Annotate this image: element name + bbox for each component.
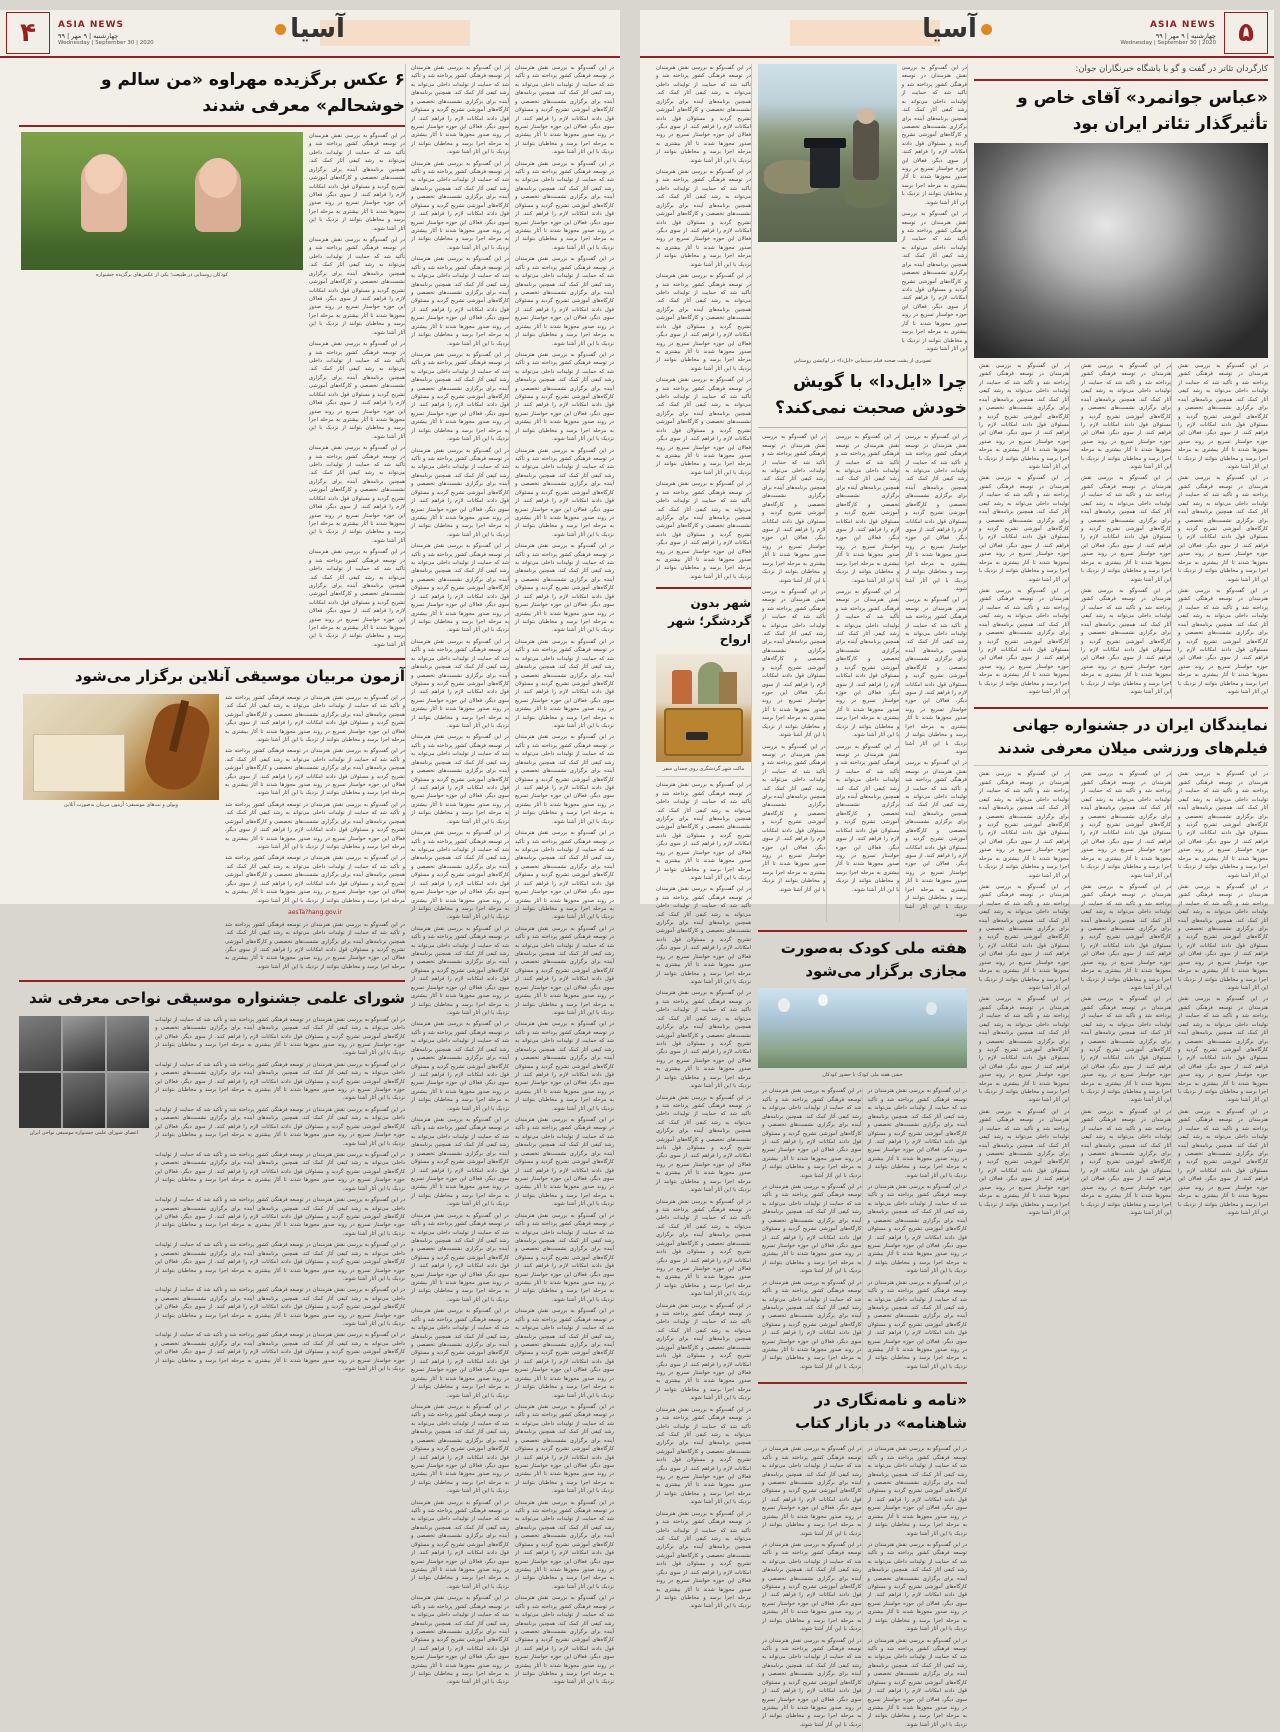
council-photo-caption: اعضای شورای علمی جشنواره موسیقی نواحی ایران [29, 1129, 139, 1136]
dateline-fa-right: چهارشنبه | ۹ مهر | ۹۹ [58, 32, 119, 40]
masthead-stripe-left [790, 20, 940, 46]
folio-number-right: ۴ [6, 12, 50, 54]
column-interview [968, 64, 1268, 1216]
masthead-right [0, 10, 620, 58]
masthead-brandblock-right [50, 20, 162, 46]
column-film [752, 64, 968, 1728]
logo-dot-icon-right [275, 24, 286, 35]
film-text-col-1: در این گفت‌وگو به بررسی نقش هنرمندان در توسعه فرهنگی کشور پرداخته شد و تأکید شد که حمایت از تولیدات داخلی می‌تواند به رشد کیفی آثار کمک کند. همچنین برنامه‌های آینده برای برگزاری نشست‌های تخصصی و کارگاه‌های آموزشی تشریح گردید و مسئولان قول دادند امکانات لازم را فراهم کنند. از سوی دیگر، فعالان این حوزه خواستار تسریع در روند صدور مجوزها شدند تا آثار بیشتری به مرحله اجرا برسد و مخاطبان بتوانند از نزدیک با این آثار آشنا شوند. در این گفت‌وگو به بررسی نقش هنرمندان در توسعه فرهنگی کشور پرداخته شد و تأکید شد که حمایت از تولیدات داخلی می‌تواند به رشد کیفی آثار کمک کند. همچنین برنامه‌های آینده برای برگزاری نشست‌های تخصصی و کارگاه‌های آموزشی تشریح گردید و مسئولان قول دادند امکانات لازم را فراهم کنند. از سوی دیگر، فعالان این حوزه خواستار تسریع در روند صدور مجوزها شدند تا آثار بیشتری به مرحله اجرا برسد و مخاطبان بتوانند از نزدیک با این آثار آشنا شوند. در این گفت‌وگو به بررسی نقش هنرمندان در توسعه فرهنگی کشور پرداخته شد و تأکید شد که حمایت از تولیدات داخلی می‌تواند به رشد کیفی آثار کمک کند. همچنین برنامه‌های آینده برای برگزاری نشست‌های تخصصی و کارگاه‌های آموزشی تشریح گردید و مسئولان قول دادند امکانات لازم را فراهم کنند. از سوی دیگر، فعالان این حوزه خواستار تسریع در روند صدور مجوزها شدند تا آثار بیشتری به مرحله اجرا برسد و مخاطبان بتوانند از نزدیک با این آثار آشنا شوند. [905, 434, 967, 918]
mehraveh-headline: ۶ عکس برگزیده مهراوه «من سالم و خوشحالم» معرفی شدند [100, 70, 405, 116]
brand-name-left: ASIA NEWS [1150, 20, 1216, 30]
portrait-photo [974, 143, 1268, 358]
column-right-main [14, 64, 406, 1373]
film-text-col-2: در این گفت‌وگو به بررسی نقش هنرمندان در توسعه فرهنگی کشور پرداخته شد و تأکید شد که حمایت از تولیدات داخلی می‌تواند به رشد کیفی آثار کمک کند. همچنین برنامه‌های آینده برای برگزاری نشست‌های تخصصی و کارگاه‌های آموزشی تشریح گردید و مسئولان قول دادند امکانات لازم را فراهم کنند. از سوی دیگر، فعالان این حوزه خواستار تسریع در روند صدور مجوزها شدند تا آثار بیشتری به مرحله اجرا برسد و مخاطبان بتوانند از نزدیک با این آثار آشنا شوند. در این گفت‌وگو به بررسی نقش هنرمندان در توسعه فرهنگی کشور پرداخته شد و تأکید شد که حمایت از تولیدات داخلی می‌تواند به رشد کیفی آثار کمک کند. همچنین برنامه‌های آینده برای برگزاری نشست‌های تخصصی و کارگاه‌های آموزشی تشریح گردید و مسئولان قول دادند امکانات لازم را فراهم کنند. از سوی دیگر، فعالان این حوزه خواستار تسریع در روند صدور مجوزها شدند تا آثار بیشتری به مرحله اجرا برسد و مخاطبان بتوانند از نزدیک با این آثار آشنا شوند. در این گفت‌وگو به بررسی نقش هنرمندان در توسعه فرهنگی کشور پرداخته شد و تأکید شد که حمایت از تولیدات داخلی می‌تواند به رشد کیفی آثار کمک کند. همچنین برنامه‌های آینده برای برگزاری نشست‌های تخصصی و کارگاه‌های آموزشی تشریح گردید و مسئولان قول دادند امکانات لازم را فراهم کنند. از سوی دیگر، فعالان این حوزه خواستار تسریع در روند صدور مجوزها شدند تا آثار بیشتری به مرحله اجرا برسد و مخاطبان بتوانند از نزدیک با این آثار آشنا شوند. [832, 433, 901, 922]
ghost-city-caption: ماکت شهر گردشگری روی چمدان سفر [662, 766, 745, 773]
ghost-city-headline: شهر بدون گردشگر؛ شهر ارواح [667, 596, 751, 647]
interview-headline: «عباس جوانمرد» آقای خاص و تأثیرگذار تئاتر ایران بود [1017, 88, 1268, 134]
violin-photo [23, 694, 219, 800]
ghost-city-text: در این گفت‌وگو به بررسی نقش هنرمندان در توسعه فرهنگی کشور پرداخته شد و تأکید شد که حمایت از تولیدات داخلی می‌تواند به رشد کیفی آثار کمک کند. همچنین برنامه‌های آینده برای برگزاری نشست‌های تخصصی و کارگاه‌های آموزشی تشریح گردید و مسئولان قول دادند امکانات لازم را فراهم کنند. از سوی دیگر، فعالان این حوزه خواستار تسریع در روند صدور مجوزها شدند تا آثار بیشتری به مرحله اجرا برسد و مخاطبان بتوانند از نزدیک با این آثار آشنا شوند. در این گفت‌وگو به بررسی نقش هنرمندان در توسعه فرهنگی کشور پرداخته شد و تأکید شد که حمایت از تولیدات داخلی می‌تواند به رشد کیفی آثار کمک کند. همچنین برنامه‌های آینده برای برگزاری نشست‌های تخصصی و کارگاه‌های آموزشی تشریح گردید و مسئولان قول دادند امکانات لازم را فراهم کنند. از سوی دیگر، فعالان این حوزه خواستار تسریع در روند صدور مجوزها شدند تا آثار بیشتری به مرحله اجرا برسد و مخاطبان بتوانند از نزدیک با این آثار آشنا شوند. در این گفت‌وگو به بررسی نقش هنرمندان در توسعه فرهنگی کشور پرداخته شد و تأکید شد که حمایت از تولیدات داخلی می‌تواند به رشد کیفی آثار کمک کند. همچنین برنامه‌های آینده برای برگزاری نشست‌های تخصصی و کارگاه‌های آموزشی تشریح گردید و مسئولان قول دادند امکانات لازم را فراهم کنند. از سوی دیگر، فعالان این حوزه خواستار تسریع در روند صدور مجوزها شدند تا آثار بیشتری به مرحله اجرا برسد و مخاطبان بتوانند از نزدیک با این آثار آشنا شوند. در این گفت‌وگو به بررسی نقش هنرمندان در توسعه فرهنگی کشور پرداخته شد و تأکید شد که حمایت از تولیدات داخلی می‌تواند به رشد کیفی آثار کمک کند. همچنین برنامه‌های آینده برای برگزاری نشست‌های تخصصی و کارگاه‌های آموزشی تشریح گردید و مسئولان قول دادند امکانات لازم را فراهم کنند. از سوی دیگر، فعالان این حوزه خواستار تسریع در روند صدور مجوزها شدند تا آثار بیشتری به مرحله اجرا برسد و مخاطبان بتوانند از نزدیک با این آثار آشنا شوند. در این گفت‌وگو به بررسی نقش هنرمندان در توسعه فرهنگی کشور پرداخته شد و تأکید شد که حمایت از تولیدات داخلی می‌تواند به رشد کیفی آثار کمک کند. همچنین برنامه‌های آینده برای برگزاری نشست‌های تخصصی و کارگاه‌های آموزشی تشریح گردید و مسئولان قول دادند امکانات لازم را فراهم کنند. از سوی دیگر، فعالان این حوزه خواستار تسریع در روند صدور مجوزها شدند تا آثار بیشتری به مرحله اجرا برسد و مخاطبان بتوانند از نزدیک با این آثار آشنا شوند. در این گفت‌وگو به بررسی نقش هنرمندان در توسعه فرهنگی کشور پرداخته شد و تأکید شد که حمایت از تولیدات داخلی می‌تواند به رشد کیفی آثار کمک کند. همچنین برنامه‌های آینده برای برگزاری نشست‌های تخصصی و کارگاه‌های آموزشی تشریح گردید و مسئولان قول دادند امکانات لازم را فراهم کنند. از سوی دیگر، فعالان این حوزه خواستار تسریع در روند صدور مجوزها شدند تا آثار بیشتری به مرحله اجرا برسد و مخاطبان بتوانند از نزدیک با این آثار آشنا شوند. در این گفت‌وگو به بررسی نقش هنرمندان در توسعه فرهنگی کشور پرداخته شد و تأکید شد که حمایت از تولیدات داخلی می‌تواند به رشد کیفی آثار کمک کند. همچنین برنامه‌های آینده برای برگزاری نشست‌های تخصصی و کارگاه‌های آموزشی تشریح گردید و مسئولان قول دادند امکانات لازم را فراهم کنند. از سوی دیگر، فعالان این حوزه خواستار تسریع در روند صدور مجوزها شدند تا آثار بیشتری به مرحله اجرا برسد و مخاطبان بتوانند از نزدیک با این آثار آشنا شوند. در این گفت‌وگو به بررسی نقش هنرمندان در توسعه فرهنگی کشور پرداخته شد و تأکید شد که حمایت از تولیدات داخلی می‌تواند به رشد کیفی آثار کمک کند. همچنین برنامه‌های آینده برای برگزاری نشست‌های تخصصی و کارگاه‌های آموزشی تشریح گردید و مسئولان قول دادند امکانات لازم را فراهم کنند. از سوی دیگر، فعالان این حوزه خواستار تسریع در روند صدور مجوزها شدند تا آثار بیشتری به مرحله اجرا برسد و مخاطبان بتوانند از نزدیک با این آثار آشنا شوند. [656, 782, 751, 1610]
child-week-text-2: در این گفت‌وگو به بررسی نقش هنرمندان در توسعه فرهنگی کشور پرداخته شد و تأکید شد که حمایت از تولیدات داخلی می‌تواند به رشد کیفی آثار کمک کند. همچنین برنامه‌های آینده برای برگزاری نشست‌های تخصصی و کارگاه‌های آموزشی تشریح گردید و مسئولان قول دادند امکانات لازم را فراهم کنند. از سوی دیگر، فعالان این حوزه خواستار تسریع در روند صدور مجوزها شدند تا آثار بیشتری به مرحله اجرا برسد و مخاطبان بتوانند از نزدیک با این آثار آشنا شوند. در این گفت‌وگو به بررسی نقش هنرمندان در توسعه فرهنگی کشور پرداخته شد و تأکید شد که حمایت از تولیدات داخلی می‌تواند به رشد کیفی آثار کمک کند. همچنین برنامه‌های آینده برای برگزاری نشست‌های تخصصی و کارگاه‌های آموزشی تشریح گردید و مسئولان قول دادند امکانات لازم را فراهم کنند. از سوی دیگر، فعالان این حوزه خواستار تسریع در روند صدور مجوزها شدند تا آثار بیشتری به مرحله اجرا برسد و مخاطبان بتوانند از نزدیک با این آثار آشنا شوند. در این گفت‌وگو به بررسی نقش هنرمندان در توسعه فرهنگی کشور پرداخته شد و تأکید شد که حمایت از تولیدات داخلی می‌تواند به رشد کیفی آثار کمک کند. همچنین برنامه‌های آینده برای برگزاری نشست‌های تخصصی و کارگاه‌های آموزشی تشریح گردید و مسئولان قول دادند امکانات لازم را فراهم کنند. از سوی دیگر، فعالان این حوزه خواستار تسریع در روند صدور مجوزها شدند تا آثار بیشتری به مرحله اجرا برسد و مخاطبان بتوانند از نزدیک با این آثار آشنا شوند. [758, 1087, 863, 1374]
column-left-edge [652, 64, 752, 1610]
milan-text-col-2: در این گفت‌وگو به بررسی نقش هنرمندان در توسعه فرهنگی کشور پرداخته شد و تأکید شد که حمایت از تولیدات داخلی می‌تواند به رشد کیفی آثار کمک کند. همچنین برنامه‌های آینده برای برگزاری نشست‌های تخصصی و کارگاه‌های آموزشی تشریح گردید و مسئولان قول دادند امکانات لازم را فراهم کنند. از سوی دیگر، فعالان این حوزه خواستار تسریع در روند صدور مجوزها شدند تا آثار بیشتری به مرحله اجرا برسد و مخاطبان بتوانند از نزدیک با این آثار آشنا شوند. در این گفت‌وگو به بررسی نقش هنرمندان در توسعه فرهنگی کشور پرداخته شد و تأکید شد که حمایت از تولیدات داخلی می‌تواند به رشد کیفی آثار کمک کند. همچنین برنامه‌های آینده برای برگزاری نشست‌های تخصصی و کارگاه‌های آموزشی تشریح گردید و مسئولان قول دادند امکانات لازم را فراهم کنند. از سوی دیگر، فعالان این حوزه خواستار تسریع در روند صدور مجوزها شدند تا آثار بیشتری به مرحله اجرا برسد و مخاطبان بتوانند از نزدیک با این آثار آشنا شوند. در این گفت‌وگو به بررسی نقش هنرمندان در توسعه فرهنگی کشور پرداخته شد و تأکید شد که حمایت از تولیدات داخلی می‌تواند به رشد کیفی آثار کمک کند. همچنین برنامه‌های آینده برای برگزاری نشست‌های تخصصی و کارگاه‌های آموزشی تشریح گردید و مسئولان قول دادند امکانات لازم را فراهم کنند. از سوی دیگر، فعالان این حوزه خواستار تسریع در روند صدور مجوزها شدند تا آثار بیشتری به مرحله اجرا برسد و مخاطبان بتوانند از نزدیک با این آثار آشنا شوند. در این گفت‌وگو به بررسی نقش هنرمندان در توسعه فرهنگی کشور پرداخته شد و تأکید شد که حمایت از تولیدات داخلی می‌تواند به رشد کیفی آثار کمک کند. همچنین برنامه‌های آینده برای برگزاری نشست‌های تخصصی و کارگاه‌های آموزشی تشریح گردید و مسئولان قول دادند امکانات لازم را فراهم کنند. از سوی دیگر، فعالان این حوزه خواستار تسریع در روند صدور مجوزها شدند تا آثار بیشتری به مرحله اجرا برسد و مخاطبان بتوانند از نزدیک با این آثار آشنا شوند. [1076, 770, 1172, 1220]
mehraveh-text-col-1: در این گفت‌وگو به بررسی نقش هنرمندان در توسعه فرهنگی کشور پرداخته شد و تأکید شد که حمایت از تولیدات داخلی می‌تواند به رشد کیفی آثار کمک کند. همچنین برنامه‌های آینده برای برگزاری نشست‌های تخصصی و کارگاه‌های آموزشی تشریح گردید و مسئولان قول دادند امکانات لازم را فراهم کنند. از سوی دیگر، فعالان این حوزه خواستار تسریع در روند صدور مجوزها شدند تا آثار بیشتری به مرحله اجرا برسد و مخاطبان بتوانند از نزدیک با این آثار آشنا شوند. در این گفت‌وگو به بررسی نقش هنرمندان در توسعه فرهنگی کشور پرداخته شد و تأکید شد که حمایت از تولیدات داخلی می‌تواند به رشد کیفی آثار کمک کند. همچنین برنامه‌های آینده برای برگزاری نشست‌های تخصصی و کارگاه‌های آموزشی تشریح گردید و مسئولان قول دادند امکانات لازم را فراهم کنند. از سوی دیگر، فعالان این حوزه خواستار تسریع در روند صدور مجوزها شدند تا آثار بیشتری به مرحله اجرا برسد و مخاطبان بتوانند از نزدیک با این آثار آشنا شوند. در این گفت‌وگو به بررسی نقش هنرمندان در توسعه فرهنگی کشور پرداخته شد و تأکید شد که حمایت از تولیدات داخلی می‌تواند به رشد کیفی آثار کمک کند. همچنین برنامه‌های آینده برای برگزاری نشست‌های تخصصی و کارگاه‌های آموزشی تشریح گردید و مسئولان قول دادند امکانات لازم را فراهم کنند. از سوی دیگر، فعالان این حوزه خواستار تسریع در روند صدور مجوزها شدند تا آثار بیشتری به مرحله اجرا برسد و مخاطبان بتوانند از نزدیک با این آثار آشنا شوند. در این گفت‌وگو به بررسی نقش هنرمندان در توسعه فرهنگی کشور پرداخته شد و تأکید شد که حمایت از تولیدات داخلی می‌تواند به رشد کیفی آثار کمک کند. همچنین برنامه‌های آینده برای برگزاری نشست‌های تخصصی و کارگاه‌های آموزشی تشریح گردید و مسئولان قول دادند امکانات لازم را فراهم کنند. از سوی دیگر، فعالان این حوزه خواستار تسریع در روند صدور مجوزها شدند تا آثار بیشتری به مرحله اجرا برسد و مخاطبان بتوانند از نزدیک با این آثار آشنا شوند. در این گفت‌وگو به بررسی نقش هنرمندان در توسعه فرهنگی کشور پرداخته شد و تأکید شد که حمایت از تولیدات داخلی می‌تواند به رشد کیفی آثار کمک کند. همچنین برنامه‌های آینده برای برگزاری نشست‌های تخصصی و کارگاه‌های آموزشی تشریح گردید و مسئولان قول دادند امکانات لازم را فراهم کنند. از سوی دیگر، فعالان این حوزه خواستار تسریع در روند صدور مجوزها شدند تا آثار بیشتری به مرحله اجرا برسد و مخاطبان بتوانند از نزدیک با این آثار آشنا شوند. [309, 133, 405, 648]
masthead-brandblock-left [1112, 20, 1224, 46]
brand-name-right: ASIA NEWS [58, 20, 124, 30]
book-text-2: در این گفت‌وگو به بررسی نقش هنرمندان در توسعه فرهنگی کشور پرداخته شد و تأکید شد که حمایت از تولیدات داخلی می‌تواند به رشد کیفی آثار کمک کند. همچنین برنامه‌های آینده برای برگزاری نشست‌های تخصصی و کارگاه‌های آموزشی تشریح گردید و مسئولان قول دادند امکانات لازم را فراهم کنند. از سوی دیگر، فعالان این حوزه خواستار تسریع در روند صدور مجوزها شدند تا آثار بیشتری به مرحله اجرا برسد و مخاطبان بتوانند از نزدیک با این آثار آشنا شوند. در این گفت‌وگو به بررسی نقش هنرمندان در توسعه فرهنگی کشور پرداخته شد و تأکید شد که حمایت از تولیدات داخلی می‌تواند به رشد کیفی آثار کمک کند. همچنین برنامه‌های آینده برای برگزاری نشست‌های تخصصی و کارگاه‌های آموزشی تشریح گردید و مسئولان قول دادند امکانات لازم را فراهم کنند. از سوی دیگر، فعالان این حوزه خواستار تسریع در روند صدور مجوزها شدند تا آثار بیشتری به مرحله اجرا برسد و مخاطبان بتوانند از نزدیک با این آثار آشنا شوند. در این گفت‌وگو به بررسی نقش هنرمندان در توسعه فرهنگی کشور پرداخته شد و تأکید شد که حمایت از تولیدات داخلی می‌تواند به رشد کیفی آثار کمک کند. همچنین برنامه‌های آینده برای برگزاری نشست‌های تخصصی و کارگاه‌های آموزشی تشریح گردید و مسئولان قول دادند امکانات لازم را فراهم کنند. از سوی دیگر، فعالان این حوزه خواستار تسریع در روند صدور مجوزها شدند تا آثار بیشتری به مرحله اجرا برسد و مخاطبان بتوانند از نزدیک با این آثار آشنا شوند. [758, 1445, 863, 1732]
film-photo [758, 64, 897, 242]
masthead-left [640, 10, 1274, 58]
film-side-text-1: در این گفت‌وگو به بررسی نقش هنرمندان در توسعه فرهنگی کشور پرداخته شد و تأکید شد که حمایت از تولیدات داخلی می‌تواند به رشد کیفی آثار کمک کند. همچنین برنامه‌های آینده برای برگزاری نشست‌های تخصصی و کارگاه‌های آموزشی تشریح گردید و مسئولان قول دادند امکانات لازم را فراهم کنند. از سوی دیگر، فعالان این حوزه خواستار تسریع در روند صدور مجوزها شدند تا آثار بیشتری به مرحله اجرا برسد و مخاطبان بتوانند از نزدیک با این آثار آشنا شوند. در این گفت‌وگو به بررسی نقش هنرمندان در توسعه فرهنگی کشور پرداخته شد و تأکید شد که حمایت از تولیدات داخلی می‌تواند به رشد کیفی آثار کمک کند. همچنین برنامه‌های آینده برای برگزاری نشست‌های تخصصی و کارگاه‌های آموزشی تشریح گردید و مسئولان قول دادند امکانات لازم را فراهم کنند. از سوی دیگر، فعالان این حوزه خواستار تسریع در روند صدور مجوزها شدند تا آثار بیشتری به مرحله اجرا برسد و مخاطبان بتوانند از نزدیک با این آثار آشنا شوند. [901, 65, 967, 352]
child-week-headline: هفته ملی کودک به‌صورت مجازی برگزار می‌شود [780, 939, 967, 980]
council-portraits-photo [19, 1016, 149, 1128]
right-edge-text: در این گفت‌وگو به بررسی نقش هنرمندان در توسعه فرهنگی کشور پرداخته شد و تأکید شد که حمایت از تولیدات داخلی می‌تواند به رشد کیفی آثار کمک کند. همچنین برنامه‌های آینده برای برگزاری نشست‌های تخصصی و کارگاه‌های آموزشی تشریح گردید و مسئولان قول دادند امکانات لازم را فراهم کنند. از سوی دیگر، فعالان این حوزه خواستار تسریع در روند صدور مجوزها شدند تا آثار بیشتری به مرحله اجرا برسد و مخاطبان بتوانند از نزدیک با این آثار آشنا شوند. در این گفت‌وگو به بررسی نقش هنرمندان در توسعه فرهنگی کشور پرداخته شد و تأکید شد که حمایت از تولیدات داخلی می‌تواند به رشد کیفی آثار کمک کند. همچنین برنامه‌های آینده برای برگزاری نشست‌های تخصصی و کارگاه‌های آموزشی تشریح گردید و مسئولان قول دادند امکانات لازم را فراهم کنند. از سوی دیگر، فعالان این حوزه خواستار تسریع در روند صدور مجوزها شدند تا آثار بیشتری به مرحله اجرا برسد و مخاطبان بتوانند از نزدیک با این آثار آشنا شوند. در این گفت‌وگو به بررسی نقش هنرمندان در توسعه فرهنگی کشور پرداخته شد و تأکید شد که حمایت از تولیدات داخلی می‌تواند به رشد کیفی آثار کمک کند. همچنین برنامه‌های آینده برای برگزاری نشست‌های تخصصی و کارگاه‌های آموزشی تشریح گردید و مسئولان قول دادند امکانات لازم را فراهم کنند. از سوی دیگر، فعالان این حوزه خواستار تسریع در روند صدور مجوزها شدند تا آثار بیشتری به مرحله اجرا برسد و مخاطبان بتوانند از نزدیک با این آثار آشنا شوند. در این گفت‌وگو به بررسی نقش هنرمندان در توسعه فرهنگی کشور پرداخته شد و تأکید شد که حمایت از تولیدات داخلی می‌تواند به رشد کیفی آثار کمک کند. همچنین برنامه‌های آینده برای برگزاری نشست‌های تخصصی و کارگاه‌های آموزشی تشریح گردید و مسئولان قول دادند امکانات لازم را فراهم کنند. از سوی دیگر، فعالان این حوزه خواستار تسریع در روند صدور مجوزها شدند تا آثار بیشتری به مرحله اجرا برسد و مخاطبان بتوانند از نزدیک با این آثار آشنا شوند. در این گفت‌وگو به بررسی نقش هنرمندان در توسعه فرهنگی کشور پرداخته شد و تأکید شد که حمایت از تولیدات داخلی می‌تواند به رشد کیفی آثار کمک کند. همچنین برنامه‌های آینده برای برگزاری نشست‌های تخصصی و کارگاه‌های آموزشی تشریح گردید و مسئولان قول دادند امکانات لازم را فراهم کنند. از سوی دیگر، فعالان این حوزه خواستار تسریع در روند صدور مجوزها شدند تا آثار بیشتری به مرحله اجرا برسد و مخاطبان بتوانند از نزدیک با این آثار آشنا شوند. در این گفت‌وگو به بررسی نقش هنرمندان در توسعه فرهنگی کشور پرداخته شد و تأکید شد که حمایت از تولیدات داخلی می‌تواند به رشد کیفی آثار کمک کند. همچنین برنامه‌های آینده برای برگزاری نشست‌های تخصصی و کارگاه‌های آموزشی تشریح گردید و مسئولان قول دادند امکانات لازم را فراهم کنند. از سوی دیگر، فعالان این حوزه خواستار تسریع در روند صدور مجوزها شدند تا آثار بیشتری به مرحله اجرا برسد و مخاطبان بتوانند از نزدیک با این آثار آشنا شوند. در این گفت‌وگو به بررسی نقش هنرمندان در توسعه فرهنگی کشور پرداخته شد و تأکید شد که حمایت از تولیدات داخلی می‌تواند به رشد کیفی آثار کمک کند. همچنین برنامه‌های آینده برای برگزاری نشست‌های تخصصی و کارگاه‌های آموزشی تشریح گردید و مسئولان قول دادند امکانات لازم را فراهم کنند. از سوی دیگر، فعالان این حوزه خواستار تسریع در روند صدور مجوزها شدند تا آثار بیشتری به مرحله اجرا برسد و مخاطبان بتوانند از نزدیک با این آثار آشنا شوند. در این گفت‌وگو به بررسی نقش هنرمندان در توسعه فرهنگی کشور پرداخته شد و تأکید شد که حمایت از تولیدات داخلی می‌تواند به رشد کیفی آثار کمک کند. همچنین برنامه‌های آینده برای برگزاری نشست‌های تخصصی و کارگاه‌های آموزشی تشریح گردید و مسئولان قول دادند امکانات لازم را فراهم کنند. از سوی دیگر، فعالان این حوزه خواستار تسریع در روند صدور مجوزها شدند تا آثار بیشتری به مرحله اجرا برسد و مخاطبان بتوانند از نزدیک با این آثار آشنا شوند. در این گفت‌وگو به بررسی نقش هنرمندان در توسعه فرهنگی کشور پرداخته شد و تأکید شد که حمایت از تولیدات داخلی می‌تواند به رشد کیفی آثار کمک کند. همچنین برنامه‌های آینده برای برگزاری نشست‌های تخصصی و کارگاه‌های آموزشی تشریح گردید و مسئولان قول دادند امکانات لازم را فراهم کنند. از سوی دیگر، فعالان این حوزه خواستار تسریع در روند صدور مجوزها شدند تا آثار بیشتری به مرحله اجرا برسد و مخاطبان بتوانند از نزدیک با این آثار آشنا شوند. در این گفت‌وگو به بررسی نقش هنرمندان در توسعه فرهنگی کشور پرداخته شد و تأکید شد که حمایت از تولیدات داخلی می‌تواند به رشد کیفی آثار کمک کند. همچنین برنامه‌های آینده برای برگزاری نشست‌های تخصصی و کارگاه‌های آموزشی تشریح گردید و مسئولان قول دادند امکانات لازم را فراهم کنند. از سوی دیگر، فعالان این حوزه خواستار تسریع در روند صدور مجوزها شدند تا آثار بیشتری به مرحله اجرا برسد و مخاطبان بتوانند از نزدیک با این آثار آشنا شوند. در این گفت‌وگو به بررسی نقش هنرمندان در توسعه فرهنگی کشور پرداخته شد و تأکید شد که حمایت از تولیدات داخلی می‌تواند به رشد کیفی آثار کمک کند. همچنین برنامه‌های آینده برای برگزاری نشست‌های تخصصی و کارگاه‌های آموزشی تشریح گردید و مسئولان قول دادند امکانات لازم را فراهم کنند. از سوی دیگر، فعالان این حوزه خواستار تسریع در روند صدور مجوزها شدند تا آثار بیشتری به مرحله اجرا برسد و مخاطبان بتوانند از نزدیک با این آثار آشنا شوند. در این گفت‌وگو به بررسی نقش هنرمندان در توسعه فرهنگی کشور پرداخته شد و تأکید شد که حمایت از تولیدات داخلی می‌تواند به رشد کیفی آثار کمک کند. همچنین برنامه‌های آینده برای برگزاری نشست‌های تخصصی و کارگاه‌های آموزشی تشریح گردید و مسئولان قول دادند امکانات لازم را فراهم کنند. از سوی دیگر، فعالان این حوزه خواستار تسریع در روند صدور مجوزها شدند تا آثار بیشتری به مرحله اجرا برسد و مخاطبان بتوانند از نزدیک با این آثار آشنا شوند. در این گفت‌وگو به بررسی نقش هنرمندان در توسعه فرهنگی کشور پرداخته شد و تأکید شد که حمایت از تولیدات داخلی می‌تواند به رشد کیفی آثار کمک کند. همچنین برنامه‌های آینده برای برگزاری نشست‌های تخصصی و کارگاه‌های آموزشی تشریح گردید و مسئولان قول دادند امکانات لازم را فراهم کنند. از سوی دیگر، فعالان این حوزه خواستار تسریع در روند صدور مجوزها شدند تا آثار بیشتری به مرحله اجرا برسد و مخاطبان بتوانند از نزدیک با این آثار آشنا شوند. در این گفت‌وگو به بررسی نقش هنرمندان در توسعه فرهنگی کشور پرداخته شد و تأکید شد که حمایت از تولیدات داخلی می‌تواند به رشد کیفی آثار کمک کند. همچنین برنامه‌های آینده برای برگزاری نشست‌های تخصصی و کارگاه‌های آموزشی تشریح گردید و مسئولان قول دادند امکانات لازم را فراهم کنند. از سوی دیگر، فعالان این حوزه خواستار تسریع در روند صدور مجوزها شدند تا آثار بیشتری به مرحله اجرا برسد و مخاطبان بتوانند از نزدیک با این آثار آشنا شوند. در این گفت‌وگو به بررسی نقش هنرمندان در توسعه فرهنگی کشور پرداخته شد و تأکید شد که حمایت از تولیدات داخلی می‌تواند به رشد کیفی آثار کمک کند. همچنین برنامه‌های آینده برای برگزاری نشست‌های تخصصی و کارگاه‌های آموزشی تشریح گردید و مسئولان قول دادند امکانات لازم را فراهم کنند. از سوی دیگر، فعالان این حوزه خواستار تسریع در روند صدور مجوزها شدند تا آثار بیشتری به مرحله اجرا برسد و مخاطبان بتوانند از نزدیک با این آثار آشنا شوند. در این گفت‌وگو به بررسی نقش هنرمندان در توسعه فرهنگی کشور پرداخته شد و تأکید شد که حمایت از تولیدات داخلی می‌تواند به رشد کیفی آثار کمک کند. همچنین برنامه‌های آینده برای برگزاری نشست‌های تخصصی و کارگاه‌های آموزشی تشریح گردید و مسئولان قول دادند امکانات لازم را فراهم کنند. از سوی دیگر، فعالان این حوزه خواستار تسریع در روند صدور مجوزها شدند تا آثار بیشتری به مرحله اجرا برسد و مخاطبان بتوانند از نزدیک با این آثار آشنا شوند. در این گفت‌وگو به بررسی نقش هنرمندان در توسعه فرهنگی کشور پرداخته شد و تأکید شد که حمایت از تولیدات داخلی می‌تواند به رشد کیفی آثار کمک کند. همچنین برنامه‌های آینده برای برگزاری نشست‌های تخصصی و کارگاه‌های آموزشی تشریح گردید و مسئولان قول دادند امکانات لازم را فراهم کنند. از سوی دیگر، فعالان این حوزه خواستار تسریع در روند صدور مجوزها شدند تا آثار بیشتری به مرحله اجرا برسد و مخاطبان بتوانند از نزدیک با این آثار آشنا شوند. [515, 65, 614, 1686]
music-exam-text: در این گفت‌وگو به بررسی نقش هنرمندان در توسعه فرهنگی کشور پرداخته شد و تأکید شد که حمایت از تولیدات داخلی می‌تواند به رشد کیفی آثار کمک کند. همچنین برنامه‌های آینده برای برگزاری نشست‌های تخصصی و کارگاه‌های آموزشی تشریح گردید و مسئولان قول دادند امکانات لازم را فراهم کنند. از سوی دیگر، فعالان این حوزه خواستار تسریع در روند صدور مجوزها شدند تا آثار بیشتری به مرحله اجرا برسد و مخاطبان بتوانند از نزدیک با این آثار آشنا شوند. در این گفت‌وگو به بررسی نقش هنرمندان در توسعه فرهنگی کشور پرداخته شد و تأکید شد که حمایت از تولیدات داخلی می‌تواند به رشد کیفی آثار کمک کند. همچنین برنامه‌های آینده برای برگزاری نشست‌های تخصصی و کارگاه‌های آموزشی تشریح گردید و مسئولان قول دادند امکانات لازم را فراهم کنند. از سوی دیگر، فعالان این حوزه خواستار تسریع در روند صدور مجوزها شدند تا آثار بیشتری به مرحله اجرا برسد و مخاطبان بتوانند از نزدیک با این آثار آشنا شوند. در این گفت‌وگو به بررسی نقش هنرمندان در توسعه فرهنگی کشور پرداخته شد و تأکید شد که حمایت از تولیدات داخلی می‌تواند به رشد کیفی آثار کمک کند. همچنین برنامه‌های آینده برای برگزاری نشست‌های تخصصی و کارگاه‌های آموزشی تشریح گردید و مسئولان قول دادند امکانات لازم را فراهم کنند. از سوی دیگر، فعالان این حوزه خواستار تسریع در روند صدور مجوزها شدند تا آثار بیشتری به مرحله اجرا برسد و مخاطبان بتوانند از نزدیک با این آثار آشنا شوند. در این گفت‌وگو به بررسی نقش هنرمندان در توسعه فرهنگی کشور پرداخته شد و تأکید شد که حمایت از تولیدات داخلی می‌تواند به رشد کیفی آثار کمک کند. همچنین برنامه‌های آینده برای برگزاری نشست‌های تخصصی و کارگاه‌های آموزشی تشریح گردید و مسئولان قول دادند امکانات لازم را فراهم کنند. از سوی دیگر، فعالان این حوزه خواستار تسریع در روند صدور مجوزها شدند تا آثار بیشتری به مرحله اجرا برسد و مخاطبان بتوانند از نزدیک با این آثار آشنا شوند. aesTa?hang.gov.ir در این گفت‌وگو به بررسی نقش هنرمندان در توسعه فرهنگی کشور پرداخته شد و تأکید شد که حمایت از تولیدات داخلی می‌تواند به رشد کیفی آثار کمک کند. همچنین برنامه‌های آینده برای برگزاری نشست‌های تخصصی و کارگاه‌های آموزشی تشریح گردید و مسئولان قول دادند امکانات لازم را فراهم کنند. از سوی دیگر، فعالان این حوزه خواستار تسریع در روند صدور مجوزها شدند تا آثار بیشتری به مرحله اجرا برسد و مخاطبان بتوانند از نزدیک با این آثار آشنا شوند. [225, 694, 405, 970]
logo-dot-icon [981, 24, 992, 35]
left-edge-text-top: در این گفت‌وگو به بررسی نقش هنرمندان در توسعه فرهنگی کشور پرداخته شد و تأکید شد که حمایت از تولیدات داخلی می‌تواند به رشد کیفی آثار کمک کند. همچنین برنامه‌های آینده برای برگزاری نشست‌های تخصصی و کارگاه‌های آموزشی تشریح گردید و مسئولان قول دادند امکانات لازم را فراهم کنند. از سوی دیگر، فعالان این حوزه خواستار تسریع در روند صدور مجوزها شدند تا آثار بیشتری به مرحله اجرا برسد و مخاطبان بتوانند از نزدیک با این آثار آشنا شوند. در این گفت‌وگو به بررسی نقش هنرمندان در توسعه فرهنگی کشور پرداخته شد و تأکید شد که حمایت از تولیدات داخلی می‌تواند به رشد کیفی آثار کمک کند. همچنین برنامه‌های آینده برای برگزاری نشست‌های تخصصی و کارگاه‌های آموزشی تشریح گردید و مسئولان قول دادند امکانات لازم را فراهم کنند. از سوی دیگر، فعالان این حوزه خواستار تسریع در روند صدور مجوزها شدند تا آثار بیشتری به مرحله اجرا برسد و مخاطبان بتوانند از نزدیک با این آثار آشنا شوند. در این گفت‌وگو به بررسی نقش هنرمندان در توسعه فرهنگی کشور پرداخته شد و تأکید شد که حمایت از تولیدات داخلی می‌تواند به رشد کیفی آثار کمک کند. همچنین برنامه‌های آینده برای برگزاری نشست‌های تخصصی و کارگاه‌های آموزشی تشریح گردید و مسئولان قول دادند امکانات لازم را فراهم کنند. از سوی دیگر، فعالان این حوزه خواستار تسریع در روند صدور مجوزها شدند تا آثار بیشتری به مرحله اجرا برسد و مخاطبان بتوانند از نزدیک با این آثار آشنا شوند. در این گفت‌وگو به بررسی نقش هنرمندان در توسعه فرهنگی کشور پرداخته شد و تأکید شد که حمایت از تولیدات داخلی می‌تواند به رشد کیفی آثار کمک کند. همچنین برنامه‌های آینده برای برگزاری نشست‌های تخصصی و کارگاه‌های آموزشی تشریح گردید و مسئولان قول دادند امکانات لازم را فراهم کنند. از سوی دیگر، فعالان این حوزه خواستار تسریع در روند صدور مجوزها شدند تا آثار بیشتری به مرحله اجرا برسد و مخاطبان بتوانند از نزدیک با این آثار آشنا شوند. در این گفت‌وگو به بررسی نقش هنرمندان در توسعه فرهنگی کشور پرداخته شد و تأکید شد که حمایت از تولیدات داخلی می‌تواند به رشد کیفی آثار کمک کند. همچنین برنامه‌های آینده برای برگزاری نشست‌های تخصصی و کارگاه‌های آموزشی تشریح گردید و مسئولان قول دادند امکانات لازم را فراهم کنند. از سوی دیگر، فعالان این حوزه خواستار تسریع در روند صدور مجوزها شدند تا آثار بیشتری به مرحله اجرا برسد و مخاطبان بتوانند از نزدیک با این آثار آشنا شوند. [656, 65, 751, 580]
page-left-body [640, 58, 1274, 1728]
council-headline: شورای علمی جشنواره موسیقی نواحی معرفی شد [28, 989, 405, 1008]
column-right-mid [406, 64, 510, 1686]
milan-headline: نمایندگان ایران در جشنواره جهانی فیلم‌های ورزشی میلان معرفی شدند [997, 716, 1268, 757]
dateline-en-right: Wednesday | September 30 | 2020 [58, 40, 154, 46]
column-right-edge [510, 64, 614, 1686]
film-photo-caption: تصویری از پشت صحنه فیلم سینمایی «ایل‌دا» در لوکیشن روستایی [793, 358, 932, 365]
kids-photo-caption: کودکان روستایی در طبیعت؛ یکی از عکس‌های برگزیده جشنواره [96, 272, 228, 278]
page-right-body [0, 58, 620, 1686]
film-text-col-3: در این گفت‌وگو به بررسی نقش هنرمندان در توسعه فرهنگی کشور پرداخته شد و تأکید شد که حمایت از تولیدات داخلی می‌تواند به رشد کیفی آثار کمک کند. همچنین برنامه‌های آینده برای برگزاری نشست‌های تخصصی و کارگاه‌های آموزشی تشریح گردید و مسئولان قول دادند امکانات لازم را فراهم کنند. از سوی دیگر، فعالان این حوزه خواستار تسریع در روند صدور مجوزها شدند تا آثار بیشتری به مرحله اجرا برسد و مخاطبان بتوانند از نزدیک با این آثار آشنا شوند. در این گفت‌وگو به بررسی نقش هنرمندان در توسعه فرهنگی کشور پرداخته شد و تأکید شد که حمایت از تولیدات داخلی می‌تواند به رشد کیفی آثار کمک کند. همچنین برنامه‌های آینده برای برگزاری نشست‌های تخصصی و کارگاه‌های آموزشی تشریح گردید و مسئولان قول دادند امکانات لازم را فراهم کنند. از سوی دیگر، فعالان این حوزه خواستار تسریع در روند صدور مجوزها شدند تا آثار بیشتری به مرحله اجرا برسد و مخاطبان بتوانند از نزدیک با این آثار آشنا شوند. در این گفت‌وگو به بررسی نقش هنرمندان در توسعه فرهنگی کشور پرداخته شد و تأکید شد که حمایت از تولیدات داخلی می‌تواند به رشد کیفی آثار کمک کند. همچنین برنامه‌های آینده برای برگزاری نشست‌های تخصصی و کارگاه‌های آموزشی تشریح گردید و مسئولان قول دادند امکانات لازم را فراهم کنند. از سوی دیگر، فعالان این حوزه خواستار تسریع در روند صدور مجوزها شدند تا آثار بیشتری به مرحله اجرا برسد و مخاطبان بتوانند از نزدیک با این آثار آشنا شوند. [758, 433, 827, 922]
dateline-en-left: Wednesday | September 30 | 2020 [1120, 40, 1216, 46]
logo-word-left: آسیا [922, 14, 977, 44]
child-week-text-1: در این گفت‌وگو به بررسی نقش هنرمندان در توسعه فرهنگی کشور پرداخته شد و تأکید شد که حمایت از تولیدات داخلی می‌تواند به رشد کیفی آثار کمک کند. همچنین برنامه‌های آینده برای برگزاری نشست‌های تخصصی و کارگاه‌های آموزشی تشریح گردید و مسئولان قول دادند امکانات لازم را فراهم کنند. از سوی دیگر، فعالان این حوزه خواستار تسریع در روند صدور مجوزها شدند تا آثار بیشتری به مرحله اجرا برسد و مخاطبان بتوانند از نزدیک با این آثار آشنا شوند. در این گفت‌وگو به بررسی نقش هنرمندان در توسعه فرهنگی کشور پرداخته شد و تأکید شد که حمایت از تولیدات داخلی می‌تواند به رشد کیفی آثار کمک کند. همچنین برنامه‌های آینده برای برگزاری نشست‌های تخصصی و کارگاه‌های آموزشی تشریح گردید و مسئولان قول دادند امکانات لازم را فراهم کنند. از سوی دیگر، فعالان این حوزه خواستار تسریع در روند صدور مجوزها شدند تا آثار بیشتری به مرحله اجرا برسد و مخاطبان بتوانند از نزدیک با این آثار آشنا شوند. در این گفت‌وگو به بررسی نقش هنرمندان در توسعه فرهنگی کشور پرداخته شد و تأکید شد که حمایت از تولیدات داخلی می‌تواند به رشد کیفی آثار کمک کند. همچنین برنامه‌های آینده برای برگزاری نشست‌های تخصصی و کارگاه‌های آموزشی تشریح گردید و مسئولان قول دادند امکانات لازم را فراهم کنند. از سوی دیگر، فعالان این حوزه خواستار تسریع در روند صدور مجوزها شدند تا آثار بیشتری به مرحله اجرا برسد و مخاطبان بتوانند از نزدیک با این آثار آشنا شوند. [867, 1088, 967, 1370]
interview-text-col-2: در این گفت‌وگو به بررسی نقش هنرمندان در توسعه فرهنگی کشور پرداخته شد و تأکید شد که حمایت از تولیدات داخلی می‌تواند به رشد کیفی آثار کمک کند. همچنین برنامه‌های آینده برای برگزاری نشست‌های تخصصی و کارگاه‌های آموزشی تشریح گردید و مسئولان قول دادند امکانات لازم را فراهم کنند. از سوی دیگر، فعالان این حوزه خواستار تسریع در روند صدور مجوزها شدند تا آثار بیشتری به مرحله اجرا برسد و مخاطبان بتوانند از نزدیک با این آثار آشنا شوند. در این گفت‌وگو به بررسی نقش هنرمندان در توسعه فرهنگی کشور پرداخته شد و تأکید شد که حمایت از تولیدات داخلی می‌تواند به رشد کیفی آثار کمک کند. همچنین برنامه‌های آینده برای برگزاری نشست‌های تخصصی و کارگاه‌های آموزشی تشریح گردید و مسئولان قول دادند امکانات لازم را فراهم کنند. از سوی دیگر، فعالان این حوزه خواستار تسریع در روند صدور مجوزها شدند تا آثار بیشتری به مرحله اجرا برسد و مخاطبان بتوانند از نزدیک با این آثار آشنا شوند. در این گفت‌وگو به بررسی نقش هنرمندان در توسعه فرهنگی کشور پرداخته شد و تأکید شد که حمایت از تولیدات داخلی می‌تواند به رشد کیفی آثار کمک کند. همچنین برنامه‌های آینده برای برگزاری نشست‌های تخصصی و کارگاه‌های آموزشی تشریح گردید و مسئولان قول دادند امکانات لازم را فراهم کنند. از سوی دیگر، فعالان این حوزه خواستار تسریع در روند صدور مجوزها شدند تا آثار بیشتری به مرحله اجرا برسد و مخاطبان بتوانند از نزدیک با این آثار آشنا شوند. [1076, 362, 1172, 699]
ghost-city-photo [656, 654, 751, 762]
milan-text-col-1: در این گفت‌وگو به بررسی نقش هنرمندان در توسعه فرهنگی کشور پرداخته شد و تأکید شد که حمایت از تولیدات داخلی می‌تواند به رشد کیفی آثار کمک کند. همچنین برنامه‌های آینده برای برگزاری نشست‌های تخصصی و کارگاه‌های آموزشی تشریح گردید و مسئولان قول دادند امکانات لازم را فراهم کنند. از سوی دیگر، فعالان این حوزه خواستار تسریع در روند صدور مجوزها شدند تا آثار بیشتری به مرحله اجرا برسد و مخاطبان بتوانند از نزدیک با این آثار آشنا شوند. در این گفت‌وگو به بررسی نقش هنرمندان در توسعه فرهنگی کشور پرداخته شد و تأکید شد که حمایت از تولیدات داخلی می‌تواند به رشد کیفی آثار کمک کند. همچنین برنامه‌های آینده برای برگزاری نشست‌های تخصصی و کارگاه‌های آموزشی تشریح گردید و مسئولان قول دادند امکانات لازم را فراهم کنند. از سوی دیگر، فعالان این حوزه خواستار تسریع در روند صدور مجوزها شدند تا آثار بیشتری به مرحله اجرا برسد و مخاطبان بتوانند از نزدیک با این آثار آشنا شوند. در این گفت‌وگو به بررسی نقش هنرمندان در توسعه فرهنگی کشور پرداخته شد و تأکید شد که حمایت از تولیدات داخلی می‌تواند به رشد کیفی آثار کمک کند. همچنین برنامه‌های آینده برای برگزاری نشست‌های تخصصی و کارگاه‌های آموزشی تشریح گردید و مسئولان قول دادند امکانات لازم را فراهم کنند. از سوی دیگر، فعالان این حوزه خواستار تسریع در روند صدور مجوزها شدند تا آثار بیشتری به مرحله اجرا برسد و مخاطبان بتوانند از نزدیک با این آثار آشنا شوند. در این گفت‌وگو به بررسی نقش هنرمندان در توسعه فرهنگی کشور پرداخته شد و تأکید شد که حمایت از تولیدات داخلی می‌تواند به رشد کیفی آثار کمک کند. همچنین برنامه‌های آینده برای برگزاری نشست‌های تخصصی و کارگاه‌های آموزشی تشریح گردید و مسئولان قول دادند امکانات لازم را فراهم کنند. از سوی دیگر، فعالان این حوزه خواستار تسریع در روند صدور مجوزها شدند تا آثار بیشتری به مرحله اجرا برسد و مخاطبان بتوانند از نزدیک با این آثار آشنا شوند. [1178, 771, 1268, 1216]
logo-left [922, 14, 992, 44]
folio-number-left: ۵ [1224, 12, 1268, 54]
dateline-fa-left: چهارشنبه | ۹ مهر | ۹۹ [1155, 32, 1216, 40]
milan-text-col-3: در این گفت‌وگو به بررسی نقش هنرمندان در توسعه فرهنگی کشور پرداخته شد و تأکید شد که حمایت از تولیدات داخلی می‌تواند به رشد کیفی آثار کمک کند. همچنین برنامه‌های آینده برای برگزاری نشست‌های تخصصی و کارگاه‌های آموزشی تشریح گردید و مسئولان قول دادند امکانات لازم را فراهم کنند. از سوی دیگر، فعالان این حوزه خواستار تسریع در روند صدور مجوزها شدند تا آثار بیشتری به مرحله اجرا برسد و مخاطبان بتوانند از نزدیک با این آثار آشنا شوند. در این گفت‌وگو به بررسی نقش هنرمندان در توسعه فرهنگی کشور پرداخته شد و تأکید شد که حمایت از تولیدات داخلی می‌تواند به رشد کیفی آثار کمک کند. همچنین برنامه‌های آینده برای برگزاری نشست‌های تخصصی و کارگاه‌های آموزشی تشریح گردید و مسئولان قول دادند امکانات لازم را فراهم کنند. از سوی دیگر، فعالان این حوزه خواستار تسریع در روند صدور مجوزها شدند تا آثار بیشتری به مرحله اجرا برسد و مخاطبان بتوانند از نزدیک با این آثار آشنا شوند. در این گفت‌وگو به بررسی نقش هنرمندان در توسعه فرهنگی کشور پرداخته شد و تأکید شد که حمایت از تولیدات داخلی می‌تواند به رشد کیفی آثار کمک کند. همچنین برنامه‌های آینده برای برگزاری نشست‌های تخصصی و کارگاه‌های آموزشی تشریح گردید و مسئولان قول دادند امکانات لازم را فراهم کنند. از سوی دیگر، فعالان این حوزه خواستار تسریع در روند صدور مجوزها شدند تا آثار بیشتری به مرحله اجرا برسد و مخاطبان بتوانند از نزدیک با این آثار آشنا شوند. در این گفت‌وگو به بررسی نقش هنرمندان در توسعه فرهنگی کشور پرداخته شد و تأکید شد که حمایت از تولیدات داخلی می‌تواند به رشد کیفی آثار کمک کند. همچنین برنامه‌های آینده برای برگزاری نشست‌های تخصصی و کارگاه‌های آموزشی تشریح گردید و مسئولان قول دادند امکانات لازم را فراهم کنند. از سوی دیگر، فعالان این حوزه خواستار تسریع در روند صدور مجوزها شدند تا آثار بیشتری به مرحله اجرا برسد و مخاطبان بتوانند از نزدیک با این آثار آشنا شوند. [974, 770, 1070, 1220]
logo-right [275, 14, 345, 44]
logo-word-right: آسیا [290, 14, 345, 44]
interview-kicker: کارگردان تئاتر در گفت و گو با باشگاه خبرنگاران جوان: [1075, 64, 1268, 74]
book-text-1: در این گفت‌وگو به بررسی نقش هنرمندان در توسعه فرهنگی کشور پرداخته شد و تأکید شد که حمایت از تولیدات داخلی می‌تواند به رشد کیفی آثار کمک کند. همچنین برنامه‌های آینده برای برگزاری نشست‌های تخصصی و کارگاه‌های آموزشی تشریح گردید و مسئولان قول دادند امکانات لازم را فراهم کنند. از سوی دیگر، فعالان این حوزه خواستار تسریع در روند صدور مجوزها شدند تا آثار بیشتری به مرحله اجرا برسد و مخاطبان بتوانند از نزدیک با این آثار آشنا شوند. در این گفت‌وگو به بررسی نقش هنرمندان در توسعه فرهنگی کشور پرداخته شد و تأکید شد که حمایت از تولیدات داخلی می‌تواند به رشد کیفی آثار کمک کند. همچنین برنامه‌های آینده برای برگزاری نشست‌های تخصصی و کارگاه‌های آموزشی تشریح گردید و مسئولان قول دادند امکانات لازم را فراهم کنند. از سوی دیگر، فعالان این حوزه خواستار تسریع در روند صدور مجوزها شدند تا آثار بیشتری به مرحله اجرا برسد و مخاطبان بتوانند از نزدیک با این آثار آشنا شوند. در این گفت‌وگو به بررسی نقش هنرمندان در توسعه فرهنگی کشور پرداخته شد و تأکید شد که حمایت از تولیدات داخلی می‌تواند به رشد کیفی آثار کمک کند. همچنین برنامه‌های آینده برای برگزاری نشست‌های تخصصی و کارگاه‌های آموزشی تشریح گردید و مسئولان قول دادند امکانات لازم را فراهم کنند. از سوی دیگر، فعالان این حوزه خواستار تسریع در روند صدور مجوزها شدند تا آثار بیشتری به مرحله اجرا برسد و مخاطبان بتوانند از نزدیک با این آثار آشنا شوند. [867, 1446, 967, 1728]
child-week-caption: جشن هفته ملی کودک با حضور کودکان [822, 1072, 903, 1079]
film-headline: چرا «ایل‌دا» با گویش خودش صحبت نمی‌کند؟ [774, 372, 967, 418]
book-headline: «نامه و نامه‌نگاری در شاهنامه» در بازار کتاب [795, 1391, 967, 1432]
music-exam-email[interactable]: aesTa?hang.gov.ir [288, 908, 342, 916]
violin-photo-caption: ویولن و نت‌های موسیقی؛ آزمون مربیان به‌صورت آنلاین [63, 801, 179, 808]
interview-text-col-1: در این گفت‌وگو به بررسی نقش هنرمندان در توسعه فرهنگی کشور پرداخته شد و تأکید شد که حمایت از تولیدات داخلی می‌تواند به رشد کیفی آثار کمک کند. همچنین برنامه‌های آینده برای برگزاری نشست‌های تخصصی و کارگاه‌های آموزشی تشریح گردید و مسئولان قول دادند امکانات لازم را فراهم کنند. از سوی دیگر، فعالان این حوزه خواستار تسریع در روند صدور مجوزها شدند تا آثار بیشتری به مرحله اجرا برسد و مخاطبان بتوانند از نزدیک با این آثار آشنا شوند. در این گفت‌وگو به بررسی نقش هنرمندان در توسعه فرهنگی کشور پرداخته شد و تأکید شد که حمایت از تولیدات داخلی می‌تواند به رشد کیفی آثار کمک کند. همچنین برنامه‌های آینده برای برگزاری نشست‌های تخصصی و کارگاه‌های آموزشی تشریح گردید و مسئولان قول دادند امکانات لازم را فراهم کنند. از سوی دیگر، فعالان این حوزه خواستار تسریع در روند صدور مجوزها شدند تا آثار بیشتری به مرحله اجرا برسد و مخاطبان بتوانند از نزدیک با این آثار آشنا شوند. در این گفت‌وگو به بررسی نقش هنرمندان در توسعه فرهنگی کشور پرداخته شد و تأکید شد که حمایت از تولیدات داخلی می‌تواند به رشد کیفی آثار کمک کند. همچنین برنامه‌های آینده برای برگزاری نشست‌های تخصصی و کارگاه‌های آموزشی تشریح گردید و مسئولان قول دادند امکانات لازم را فراهم کنند. از سوی دیگر، فعالان این حوزه خواستار تسریع در روند صدور مجوزها شدند تا آثار بیشتری به مرحله اجرا برسد و مخاطبان بتوانند از نزدیک با این آثار آشنا شوند. [1178, 363, 1268, 696]
child-week-photo [758, 988, 967, 1068]
music-exam-headline: آزمون مربیان موسیقی آنلاین برگزار می‌شود [74, 667, 405, 686]
right-mid-text: در این گفت‌وگو به بررسی نقش هنرمندان در توسعه فرهنگی کشور پرداخته شد و تأکید شد که حمایت از تولیدات داخلی می‌تواند به رشد کیفی آثار کمک کند. همچنین برنامه‌های آینده برای برگزاری نشست‌های تخصصی و کارگاه‌های آموزشی تشریح گردید و مسئولان قول دادند امکانات لازم را فراهم کنند. از سوی دیگر، فعالان این حوزه خواستار تسریع در روند صدور مجوزها شدند تا آثار بیشتری به مرحله اجرا برسد و مخاطبان بتوانند از نزدیک با این آثار آشنا شوند. در این گفت‌وگو به بررسی نقش هنرمندان در توسعه فرهنگی کشور پرداخته شد و تأکید شد که حمایت از تولیدات داخلی می‌تواند به رشد کیفی آثار کمک کند. همچنین برنامه‌های آینده برای برگزاری نشست‌های تخصصی و کارگاه‌های آموزشی تشریح گردید و مسئولان قول دادند امکانات لازم را فراهم کنند. از سوی دیگر، فعالان این حوزه خواستار تسریع در روند صدور مجوزها شدند تا آثار بیشتری به مرحله اجرا برسد و مخاطبان بتوانند از نزدیک با این آثار آشنا شوند. در این گفت‌وگو به بررسی نقش هنرمندان در توسعه فرهنگی کشور پرداخته شد و تأکید شد که حمایت از تولیدات داخلی می‌تواند به رشد کیفی آثار کمک کند. همچنین برنامه‌های آینده برای برگزاری نشست‌های تخصصی و کارگاه‌های آموزشی تشریح گردید و مسئولان قول دادند امکانات لازم را فراهم کنند. از سوی دیگر، فعالان این حوزه خواستار تسریع در روند صدور مجوزها شدند تا آثار بیشتری به مرحله اجرا برسد و مخاطبان بتوانند از نزدیک با این آثار آشنا شوند. در این گفت‌وگو به بررسی نقش هنرمندان در توسعه فرهنگی کشور پرداخته شد و تأکید شد که حمایت از تولیدات داخلی می‌تواند به رشد کیفی آثار کمک کند. همچنین برنامه‌های آینده برای برگزاری نشست‌های تخصصی و کارگاه‌های آموزشی تشریح گردید و مسئولان قول دادند امکانات لازم را فراهم کنند. از سوی دیگر، فعالان این حوزه خواستار تسریع در روند صدور مجوزها شدند تا آثار بیشتری به مرحله اجرا برسد و مخاطبان بتوانند از نزدیک با این آثار آشنا شوند. در این گفت‌وگو به بررسی نقش هنرمندان در توسعه فرهنگی کشور پرداخته شد و تأکید شد که حمایت از تولیدات داخلی می‌تواند به رشد کیفی آثار کمک کند. همچنین برنامه‌های آینده برای برگزاری نشست‌های تخصصی و کارگاه‌های آموزشی تشریح گردید و مسئولان قول دادند امکانات لازم را فراهم کنند. از سوی دیگر، فعالان این حوزه خواستار تسریع در روند صدور مجوزها شدند تا آثار بیشتری به مرحله اجرا برسد و مخاطبان بتوانند از نزدیک با این آثار آشنا شوند. در این گفت‌وگو به بررسی نقش هنرمندان در توسعه فرهنگی کشور پرداخته شد و تأکید شد که حمایت از تولیدات داخلی می‌تواند به رشد کیفی آثار کمک کند. همچنین برنامه‌های آینده برای برگزاری نشست‌های تخصصی و کارگاه‌های آموزشی تشریح گردید و مسئولان قول دادند امکانات لازم را فراهم کنند. از سوی دیگر، فعالان این حوزه خواستار تسریع در روند صدور مجوزها شدند تا آثار بیشتری به مرحله اجرا برسد و مخاطبان بتوانند از نزدیک با این آثار آشنا شوند. در این گفت‌وگو به بررسی نقش هنرمندان در توسعه فرهنگی کشور پرداخته شد و تأکید شد که حمایت از تولیدات داخلی می‌تواند به رشد کیفی آثار کمک کند. همچنین برنامه‌های آینده برای برگزاری نشست‌های تخصصی و کارگاه‌های آموزشی تشریح گردید و مسئولان قول دادند امکانات لازم را فراهم کنند. از سوی دیگر، فعالان این حوزه خواستار تسریع در روند صدور مجوزها شدند تا آثار بیشتری به مرحله اجرا برسد و مخاطبان بتوانند از نزدیک با این آثار آشنا شوند. در این گفت‌وگو به بررسی نقش هنرمندان در توسعه فرهنگی کشور پرداخته شد و تأکید شد که حمایت از تولیدات داخلی می‌تواند به رشد کیفی آثار کمک کند. همچنین برنامه‌های آینده برای برگزاری نشست‌های تخصصی و کارگاه‌های آموزشی تشریح گردید و مسئولان قول دادند امکانات لازم را فراهم کنند. از سوی دیگر، فعالان این حوزه خواستار تسریع در روند صدور مجوزها شدند تا آثار بیشتری به مرحله اجرا برسد و مخاطبان بتوانند از نزدیک با این آثار آشنا شوند. در این گفت‌وگو به بررسی نقش هنرمندان در توسعه فرهنگی کشور پرداخته شد و تأکید شد که حمایت از تولیدات داخلی می‌تواند به رشد کیفی آثار کمک کند. همچنین برنامه‌های آینده برای برگزاری نشست‌های تخصصی و کارگاه‌های آموزشی تشریح گردید و مسئولان قول دادند امکانات لازم را فراهم کنند. از سوی دیگر، فعالان این حوزه خواستار تسریع در روند صدور مجوزها شدند تا آثار بیشتری به مرحله اجرا برسد و مخاطبان بتوانند از نزدیک با این آثار آشنا شوند. در این گفت‌وگو به بررسی نقش هنرمندان در توسعه فرهنگی کشور پرداخته شد و تأکید شد که حمایت از تولیدات داخلی می‌تواند به رشد کیفی آثار کمک کند. همچنین برنامه‌های آینده برای برگزاری نشست‌های تخصصی و کارگاه‌های آموزشی تشریح گردید و مسئولان قول دادند امکانات لازم را فراهم کنند. از سوی دیگر، فعالان این حوزه خواستار تسریع در روند صدور مجوزها شدند تا آثار بیشتری به مرحله اجرا برسد و مخاطبان بتوانند از نزدیک با این آثار آشنا شوند. در این گفت‌وگو به بررسی نقش هنرمندان در توسعه فرهنگی کشور پرداخته شد و تأکید شد که حمایت از تولیدات داخلی می‌تواند به رشد کیفی آثار کمک کند. همچنین برنامه‌های آینده برای برگزاری نشست‌های تخصصی و کارگاه‌های آموزشی تشریح گردید و مسئولان قول دادند امکانات لازم را فراهم کنند. از سوی دیگر، فعالان این حوزه خواستار تسریع در روند صدور مجوزها شدند تا آثار بیشتری به مرحله اجرا برسد و مخاطبان بتوانند از نزدیک با این آثار آشنا شوند. در این گفت‌وگو به بررسی نقش هنرمندان در توسعه فرهنگی کشور پرداخته شد و تأکید شد که حمایت از تولیدات داخلی می‌تواند به رشد کیفی آثار کمک کند. همچنین برنامه‌های آینده برای برگزاری نشست‌های تخصصی و کارگاه‌های آموزشی تشریح گردید و مسئولان قول دادند امکانات لازم را فراهم کنند. از سوی دیگر، فعالان این حوزه خواستار تسریع در روند صدور مجوزها شدند تا آثار بیشتری به مرحله اجرا برسد و مخاطبان بتوانند از نزدیک با این آثار آشنا شوند. در این گفت‌وگو به بررسی نقش هنرمندان در توسعه فرهنگی کشور پرداخته شد و تأکید شد که حمایت از تولیدات داخلی می‌تواند به رشد کیفی آثار کمک کند. همچنین برنامه‌های آینده برای برگزاری نشست‌های تخصصی و کارگاه‌های آموزشی تشریح گردید و مسئولان قول دادند امکانات لازم را فراهم کنند. از سوی دیگر، فعالان این حوزه خواستار تسریع در روند صدور مجوزها شدند تا آثار بیشتری به مرحله اجرا برسد و مخاطبان بتوانند از نزدیک با این آثار آشنا شوند. در این گفت‌وگو به بررسی نقش هنرمندان در توسعه فرهنگی کشور پرداخته شد و تأکید شد که حمایت از تولیدات داخلی می‌تواند به رشد کیفی آثار کمک کند. همچنین برنامه‌های آینده برای برگزاری نشست‌های تخصصی و کارگاه‌های آموزشی تشریح گردید و مسئولان قول دادند امکانات لازم را فراهم کنند. از سوی دیگر، فعالان این حوزه خواستار تسریع در روند صدور مجوزها شدند تا آثار بیشتری به مرحله اجرا برسد و مخاطبان بتوانند از نزدیک با این آثار آشنا شوند. در این گفت‌وگو به بررسی نقش هنرمندان در توسعه فرهنگی کشور پرداخته شد و تأکید شد که حمایت از تولیدات داخلی می‌تواند به رشد کیفی آثار کمک کند. همچنین برنامه‌های آینده برای برگزاری نشست‌های تخصصی و کارگاه‌های آموزشی تشریح گردید و مسئولان قول دادند امکانات لازم را فراهم کنند. از سوی دیگر، فعالان این حوزه خواستار تسریع در روند صدور مجوزها شدند تا آثار بیشتری به مرحله اجرا برسد و مخاطبان بتوانند از نزدیک با این آثار آشنا شوند. در این گفت‌وگو به بررسی نقش هنرمندان در توسعه فرهنگی کشور پرداخته شد و تأکید شد که حمایت از تولیدات داخلی می‌تواند به رشد کیفی آثار کمک کند. همچنین برنامه‌های آینده برای برگزاری نشست‌های تخصصی و کارگاه‌های آموزشی تشریح گردید و مسئولان قول دادند امکانات لازم را فراهم کنند. از سوی دیگر، فعالان این حوزه خواستار تسریع در روند صدور مجوزها شدند تا آثار بیشتری به مرحله اجرا برسد و مخاطبان بتوانند از نزدیک با این آثار آشنا شوند. در این گفت‌وگو به بررسی نقش هنرمندان در توسعه فرهنگی کشور پرداخته شد و تأکید شد که حمایت از تولیدات داخلی می‌تواند به رشد کیفی آثار کمک کند. همچنین برنامه‌های آینده برای برگزاری نشست‌های تخصصی و کارگاه‌های آموزشی تشریح گردید و مسئولان قول دادند امکانات لازم را فراهم کنند. از سوی دیگر، فعالان این حوزه خواستار تسریع در روند صدور مجوزها شدند تا آثار بیشتری به مرحله اجرا برسد و مخاطبان بتوانند از نزدیک با این آثار آشنا شوند. [411, 65, 509, 1686]
interview-text-col-3: در این گفت‌وگو به بررسی نقش هنرمندان در توسعه فرهنگی کشور پرداخته شد و تأکید شد که حمایت از تولیدات داخلی می‌تواند به رشد کیفی آثار کمک کند. همچنین برنامه‌های آینده برای برگزاری نشست‌های تخصصی و کارگاه‌های آموزشی تشریح گردید و مسئولان قول دادند امکانات لازم را فراهم کنند. از سوی دیگر، فعالان این حوزه خواستار تسریع در روند صدور مجوزها شدند تا آثار بیشتری به مرحله اجرا برسد و مخاطبان بتوانند از نزدیک با این آثار آشنا شوند. در این گفت‌وگو به بررسی نقش هنرمندان در توسعه فرهنگی کشور پرداخته شد و تأکید شد که حمایت از تولیدات داخلی می‌تواند به رشد کیفی آثار کمک کند. همچنین برنامه‌های آینده برای برگزاری نشست‌های تخصصی و کارگاه‌های آموزشی تشریح گردید و مسئولان قول دادند امکانات لازم را فراهم کنند. از سوی دیگر، فعالان این حوزه خواستار تسریع در روند صدور مجوزها شدند تا آثار بیشتری به مرحله اجرا برسد و مخاطبان بتوانند از نزدیک با این آثار آشنا شوند. در این گفت‌وگو به بررسی نقش هنرمندان در توسعه فرهنگی کشور پرداخته شد و تأکید شد که حمایت از تولیدات داخلی می‌تواند به رشد کیفی آثار کمک کند. همچنین برنامه‌های آینده برای برگزاری نشست‌های تخصصی و کارگاه‌های آموزشی تشریح گردید و مسئولان قول دادند امکانات لازم را فراهم کنند. از سوی دیگر، فعالان این حوزه خواستار تسریع در روند صدور مجوزها شدند تا آثار بیشتری به مرحله اجرا برسد و مخاطبان بتوانند از نزدیک با این آثار آشنا شوند. [974, 362, 1070, 699]
page-left [640, 10, 1274, 1728]
council-text: در این گفت‌وگو به بررسی نقش هنرمندان در توسعه فرهنگی کشور پرداخته شد و تأکید شد که حمایت از تولیدات داخلی می‌تواند به رشد کیفی آثار کمک کند. همچنین برنامه‌های آینده برای برگزاری نشست‌های تخصصی و کارگاه‌های آموزشی تشریح گردید و مسئولان قول دادند امکانات لازم را فراهم کنند. از سوی دیگر، فعالان این حوزه خواستار تسریع در روند صدور مجوزها شدند تا آثار بیشتری به مرحله اجرا برسد و مخاطبان بتوانند از نزدیک با این آثار آشنا شوند. در این گفت‌وگو به بررسی نقش هنرمندان در توسعه فرهنگی کشور پرداخته شد و تأکید شد که حمایت از تولیدات داخلی می‌تواند به رشد کیفی آثار کمک کند. همچنین برنامه‌های آینده برای برگزاری نشست‌های تخصصی و کارگاه‌های آموزشی تشریح گردید و مسئولان قول دادند امکانات لازم را فراهم کنند. از سوی دیگر، فعالان این حوزه خواستار تسریع در روند صدور مجوزها شدند تا آثار بیشتری به مرحله اجرا برسد و مخاطبان بتوانند از نزدیک با این آثار آشنا شوند. در این گفت‌وگو به بررسی نقش هنرمندان در توسعه فرهنگی کشور پرداخته شد و تأکید شد که حمایت از تولیدات داخلی می‌تواند به رشد کیفی آثار کمک کند. همچنین برنامه‌های آینده برای برگزاری نشست‌های تخصصی و کارگاه‌های آموزشی تشریح گردید و مسئولان قول دادند امکانات لازم را فراهم کنند. از سوی دیگر، فعالان این حوزه خواستار تسریع در روند صدور مجوزها شدند تا آثار بیشتری به مرحله اجرا برسد و مخاطبان بتوانند از نزدیک با این آثار آشنا شوند. در این گفت‌وگو به بررسی نقش هنرمندان در توسعه فرهنگی کشور پرداخته شد و تأکید شد که حمایت از تولیدات داخلی می‌تواند به رشد کیفی آثار کمک کند. همچنین برنامه‌های آینده برای برگزاری نشست‌های تخصصی و کارگاه‌های آموزشی تشریح گردید و مسئولان قول دادند امکانات لازم را فراهم کنند. از سوی دیگر، فعالان این حوزه خواستار تسریع در روند صدور مجوزها شدند تا آثار بیشتری به مرحله اجرا برسد و مخاطبان بتوانند از نزدیک با این آثار آشنا شوند. در این گفت‌وگو به بررسی نقش هنرمندان در توسعه فرهنگی کشور پرداخته شد و تأکید شد که حمایت از تولیدات داخلی می‌تواند به رشد کیفی آثار کمک کند. همچنین برنامه‌های آینده برای برگزاری نشست‌های تخصصی و کارگاه‌های آموزشی تشریح گردید و مسئولان قول دادند امکانات لازم را فراهم کنند. از سوی دیگر، فعالان این حوزه خواستار تسریع در روند صدور مجوزها شدند تا آثار بیشتری به مرحله اجرا برسد و مخاطبان بتوانند از نزدیک با این آثار آشنا شوند. در این گفت‌وگو به بررسی نقش هنرمندان در توسعه فرهنگی کشور پرداخته شد و تأکید شد که حمایت از تولیدات داخلی می‌تواند به رشد کیفی آثار کمک کند. همچنین برنامه‌های آینده برای برگزاری نشست‌های تخصصی و کارگاه‌های آموزشی تشریح گردید و مسئولان قول دادند امکانات لازم را فراهم کنند. از سوی دیگر، فعالان این حوزه خواستار تسریع در روند صدور مجوزها شدند تا آثار بیشتری به مرحله اجرا برسد و مخاطبان بتوانند از نزدیک با این آثار آشنا شوند. در این گفت‌وگو به بررسی نقش هنرمندان در توسعه فرهنگی کشور پرداخته شد و تأکید شد که حمایت از تولیدات داخلی می‌تواند به رشد کیفی آثار کمک کند. همچنین برنامه‌های آینده برای برگزاری نشست‌های تخصصی و کارگاه‌های آموزشی تشریح گردید و مسئولان قول دادند امکانات لازم را فراهم کنند. از سوی دیگر، فعالان این حوزه خواستار تسریع در روند صدور مجوزها شدند تا آثار بیشتری به مرحله اجرا برسد و مخاطبان بتوانند از نزدیک با این آثار آشنا شوند. در این گفت‌وگو به بررسی نقش هنرمندان در توسعه فرهنگی کشور پرداخته شد و تأکید شد که حمایت از تولیدات داخلی می‌تواند به رشد کیفی آثار کمک کند. همچنین برنامه‌های آینده برای برگزاری نشست‌های تخصصی و کارگاه‌های آموزشی تشریح گردید و مسئولان قول دادند امکانات لازم را فراهم کنند. از سوی دیگر، فعالان این حوزه خواستار تسریع در روند صدور مجوزها شدند تا آثار بیشتری به مرحله اجرا برسد و مخاطبان بتوانند از نزدیک با این آثار آشنا شوند. [155, 1016, 405, 1373]
kids-photo [21, 132, 303, 270]
page-right [0, 10, 620, 1686]
